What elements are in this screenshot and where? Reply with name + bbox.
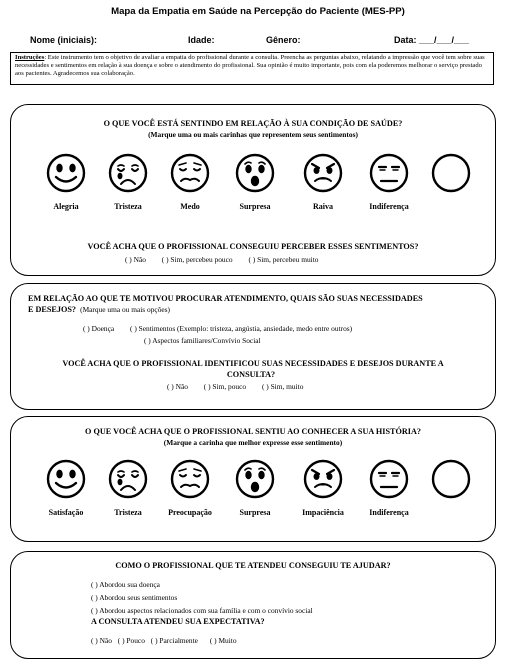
name-field[interactable]: Nome (iniciais): bbox=[30, 35, 98, 45]
indifferent-face-icon[interactable] bbox=[369, 459, 409, 499]
sad-face-icon[interactable] bbox=[108, 153, 148, 193]
option-sim-pouco[interactable]: ( ) Sim, pouco bbox=[203, 382, 247, 391]
section3-instruction: (Marque a carinha que melhor expresse esse sentimento) bbox=[163, 438, 343, 447]
section2-question-line2 bbox=[28, 305, 170, 314]
age-field[interactable]: Idade: bbox=[188, 35, 215, 45]
option-percebeu-pouco[interactable]: ( ) Sim, percebeu pouco bbox=[161, 255, 233, 264]
option-nao[interactable]: ( ) Não bbox=[167, 382, 188, 391]
option-nao[interactable]: ( ) Não bbox=[91, 636, 112, 645]
angry-face-icon[interactable] bbox=[303, 153, 343, 193]
blank-face-icon[interactable] bbox=[431, 153, 471, 193]
option-nao[interactable]: ( ) Não bbox=[125, 255, 146, 264]
item-abordou-familia[interactable]: ( ) Abordou aspectos relacionados com sua família e com o convívio social bbox=[91, 606, 313, 615]
face-label: Alegria bbox=[53, 202, 79, 211]
section2-question-line1: EM RELAÇÃO AO QUE TE MOTIVOU PROCURAR ATENDIMENTO, QUAIS SÃO SUAS NECESSIDADES bbox=[28, 294, 423, 303]
date-field[interactable]: Data: ___/___/___ bbox=[394, 35, 470, 45]
option-sentimentos[interactable]: ( ) Sentimentos (Exemplo: tristeza, angústia, ansiedade, medo entre outros) bbox=[130, 324, 353, 333]
face-label: Medo bbox=[180, 202, 200, 211]
face-label: Surpresa bbox=[239, 508, 271, 517]
section-professional-feeling bbox=[10, 416, 496, 542]
option-pouco[interactable]: ( ) Pouco bbox=[117, 636, 145, 645]
face-label: Indiferença bbox=[369, 202, 409, 211]
face-label: Surpresa bbox=[239, 202, 271, 211]
gender-field[interactable]: Gênero: bbox=[266, 35, 301, 45]
blank-face-icon[interactable] bbox=[431, 459, 471, 499]
section1-followup: VOCÊ ACHA QUE O PROFISSIONAL CONSEGUIU PERCEBER ESSES SENTIMENTOS? bbox=[87, 242, 419, 251]
instructions-box bbox=[10, 52, 494, 85]
option-muito[interactable]: ( ) Muito bbox=[209, 636, 237, 645]
instructions-label: Instruções bbox=[15, 54, 45, 61]
happy-face-icon[interactable] bbox=[46, 153, 86, 193]
section3-question: O QUE VOCÊ ACHA QUE O PROFISSIONAL SENTIU AO CONHECER A SUA HISTÓRIA? bbox=[85, 427, 421, 436]
section4-question: COMO O PROFISSIONAL QUE TE ATENDEU CONSEGUIU TE AJUDAR? bbox=[115, 561, 391, 570]
face-label: Tristeza bbox=[114, 508, 142, 517]
surprise-face-icon[interactable] bbox=[235, 153, 275, 193]
option-doenca[interactable]: ( ) Doença bbox=[83, 324, 115, 333]
option-percebeu-muito[interactable]: ( ) Sim, percebeu muito bbox=[248, 255, 319, 264]
face-label: Preocupação bbox=[168, 508, 212, 517]
section3-faces bbox=[11, 459, 495, 519]
section2-options-row1 bbox=[83, 324, 366, 333]
section1-instruction: (Marque uma ou mais carinhas que representem seus sentimentos) bbox=[148, 130, 358, 139]
section2-followup-line2: CONSULTA? bbox=[226, 370, 276, 379]
fear-face-icon[interactable] bbox=[170, 153, 210, 193]
face-label: Satisfação bbox=[48, 508, 84, 517]
section4-options bbox=[91, 636, 251, 645]
section-help bbox=[10, 551, 496, 659]
happy-face-icon[interactable] bbox=[46, 459, 86, 499]
section2-question-note: (Marque uma ou mais opções) bbox=[80, 305, 171, 314]
sad-face-icon[interactable] bbox=[108, 459, 148, 499]
option-sim-muito[interactable]: ( ) Sim, muito bbox=[261, 382, 304, 391]
face-label: Tristeza bbox=[114, 202, 142, 211]
section2-followup-line1: VOCÊ ACHA QUE O PROFISSIONAL IDENTIFICOU SUAS NECESSIDADES E DESEJOS DURANTE A bbox=[62, 359, 444, 368]
face-label: Impaciência bbox=[302, 508, 344, 517]
option-aspectos-familiares[interactable]: ( ) Aspectos familiares/Convívio Social bbox=[144, 336, 261, 345]
option-parcialmente[interactable]: ( ) Parcialmente bbox=[150, 636, 198, 645]
section1-faces bbox=[11, 153, 495, 213]
fear-face-icon[interactable] bbox=[170, 459, 210, 499]
section1-question: O QUE VOCÊ ESTÁ SENTINDO EM RELAÇÃO À SUA CONDIÇÃO DE SAÚDE? bbox=[103, 119, 403, 128]
item-abordou-doenca[interactable]: ( ) Abordou sua doença bbox=[91, 580, 160, 589]
surprise-face-icon[interactable] bbox=[235, 459, 275, 499]
indifferent-face-icon[interactable] bbox=[369, 153, 409, 193]
form-title: Mapa da Empatia em Saúde na Percepção do Paciente (MES-PP) bbox=[111, 6, 405, 17]
section2-question-text: E DESEJOS? bbox=[28, 305, 77, 314]
section-feelings bbox=[10, 104, 496, 276]
section1-options bbox=[125, 255, 332, 264]
section2-options bbox=[167, 382, 317, 391]
face-label: Raiva bbox=[313, 202, 333, 211]
section-needs bbox=[10, 283, 496, 410]
instructions-text: : Este instrumento tem o objetivo de avaliar a empatia do profissional durante a consulta. Preencha as perguntas abaixo, relatando a impressão que você tem sobre suas necessidades e sentimentos em relação à sua doença e sobre o atendimento do profissional. Sua opinião é muito importante, pois com ela poderemos melhorar o serviço prestado aos pacientes. Agradecemos sua colaboração. bbox=[15, 54, 485, 78]
item-abordou-sentimentos[interactable]: ( ) Abordou seus sentimentos bbox=[91, 593, 178, 602]
section4-followup: A CONSULTA ATENDEU SUA EXPECTATIVA? bbox=[91, 617, 265, 626]
angry-face-icon[interactable] bbox=[303, 459, 343, 499]
face-label: Indiferença bbox=[369, 508, 409, 517]
